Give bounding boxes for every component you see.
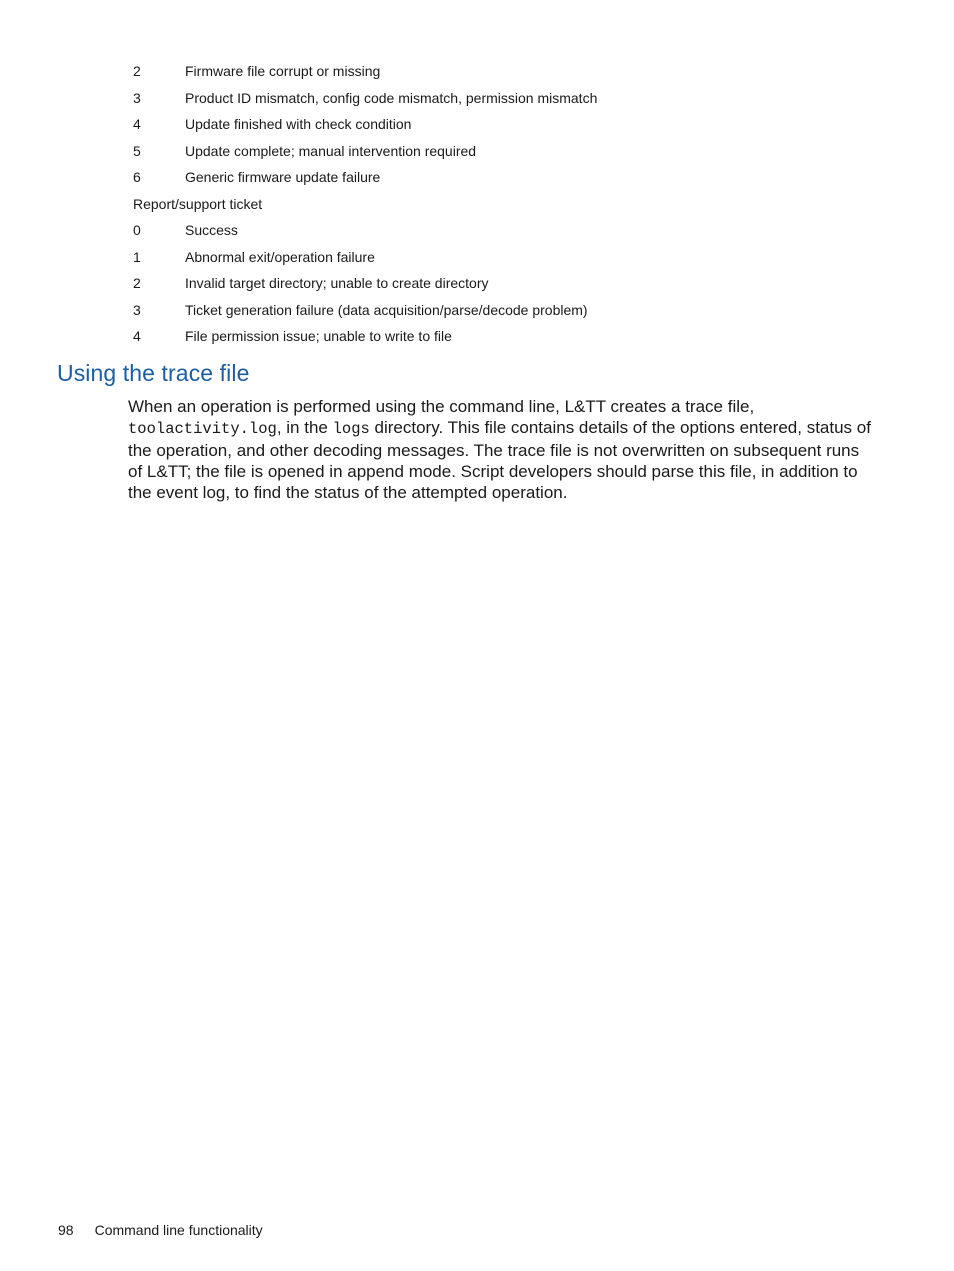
exit-code: 5	[133, 142, 141, 159]
table-row	[133, 323, 893, 350]
body-paragraph	[128, 396, 873, 503]
exit-code-description: File permission issue; unable to write to file	[185, 328, 452, 345]
exit-code: 2	[133, 275, 141, 292]
exit-code: 0	[133, 222, 141, 239]
table-row	[133, 58, 893, 85]
paragraph-text: , in the	[276, 418, 333, 437]
directory-code: logs	[332, 420, 370, 438]
exit-code-description: Update finished with check condition	[185, 116, 412, 133]
exit-code-description: Abnormal exit/operation failure	[185, 248, 375, 265]
page-footer	[58, 1222, 263, 1238]
report-group-label: Report/support ticket	[133, 195, 263, 212]
exit-code: 2	[133, 63, 141, 80]
table-row	[133, 164, 893, 191]
exit-code: 3	[133, 301, 141, 318]
paragraph-text: directory. This file contains details of the options entered, status of the operation, and other decoding messages. The trace file is not overwritten on subsequent runs of L&TT; the file is opened in append mode. Script developers should parse this file, in addition to the event log, to find the status of the attempted operation.	[128, 418, 871, 502]
section-heading: Using the trace file	[57, 360, 250, 386]
exit-code-description: Invalid target directory; unable to create directory	[185, 275, 489, 292]
table-row	[133, 297, 893, 324]
exit-code: 6	[133, 169, 141, 186]
chapter-title: Command line functionality	[94, 1222, 263, 1238]
paragraph-text: When an operation is performed using the command line, L&TT creates a trace file,	[128, 397, 755, 416]
exit-code: 4	[133, 328, 141, 345]
table-row	[133, 138, 893, 165]
exit-code-description: Update complete; manual intervention required	[185, 142, 477, 159]
exit-code: 1	[133, 248, 141, 265]
exit-code: 3	[133, 89, 141, 106]
table-row	[133, 85, 893, 112]
table-row	[133, 244, 893, 271]
table-row	[133, 270, 893, 297]
exit-code-description: Ticket generation failure (data acquisition/parse/decode problem)	[185, 301, 588, 318]
exit-code-description: Generic firmware update failure	[185, 169, 381, 186]
exit-code-description: Success	[185, 222, 238, 239]
exit-code: 4	[133, 116, 141, 133]
page-number: 98	[58, 1222, 74, 1238]
exit-code-description: Firmware file corrupt or missing	[185, 63, 381, 80]
table-row	[133, 111, 893, 138]
table-row	[133, 217, 893, 244]
exit-code-table	[133, 58, 893, 350]
exit-code-description: Product ID mismatch, config code mismatch, permission mismatch	[185, 89, 598, 106]
filename-code: toolactivity.log	[128, 420, 277, 438]
